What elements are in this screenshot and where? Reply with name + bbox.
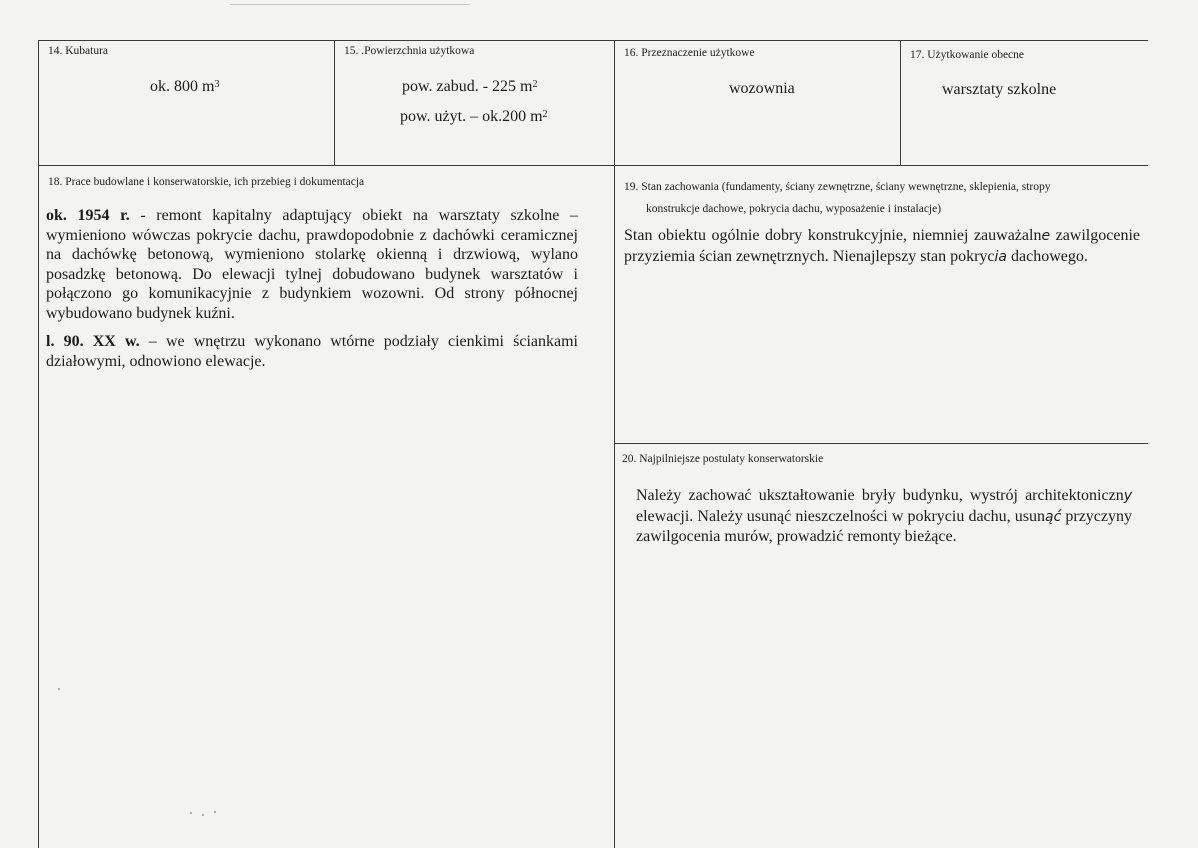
uzytkowanie-label: 17. Użytkowanie obecne [910, 49, 1025, 61]
section19-text [624, 226, 1140, 267]
section20-top-border [614, 443, 1148, 444]
section19-text-part2: zawilgocenie przyziemia ścian zewnętrznych. Nienajlepszy stan pokryc [624, 227, 1140, 265]
section18-p1-text: - remont kapitalny adaptujący obiekt na warsztaty szkolne – wymieniono wówczas pokrycie dachu, prawdopodobnie z dachówki ceramicznej na dachówkę betonową, wymieniono stolarkę okienną i drzwiową, wylano posadzkę betonową. Do elewacji tylnej dobudowano budynek warsztatów i połączono go komunikacyjnie z budynkiem wozowni. Od strony północnej wybudowano budynek kuźni. [46, 207, 578, 322]
section20-label: 20. Najpilniejsze postulaty konserwatorskie [622, 453, 824, 465]
section19-label-line2: konstrukcje dachowe, pokrycia dachu, wyposażenie i instalacje) [646, 203, 942, 215]
powierzchnia-label: 15. .Powierzchnia użytkowa [344, 45, 475, 57]
section18-paragraph-1 [46, 206, 578, 323]
section20-handwritten-2: ąć [1044, 508, 1062, 525]
divider-14-15 [334, 40, 335, 165]
section19-text-part3: dachowego. [1006, 247, 1088, 265]
section19-label-line1: 19. Stan zachowania (fundamenty, ściany zewnętrzne, ściany wewnętrzne, sklepienia, stropy [624, 181, 1051, 193]
divider-16-17 [900, 40, 901, 165]
section19-handwritten-2: ia [994, 248, 1007, 265]
pow-uzyt-exponent: 2 [542, 109, 548, 120]
row1-bottom-border [38, 165, 1148, 166]
section18-paragraph-2 [46, 332, 578, 371]
section18-p2-date: l. 90. XX w. [46, 333, 140, 350]
section18-label: 18. Prace budowlane i konserwatorskie, ich przebieg i dokumentacja [48, 176, 365, 188]
section18-p2-text: – we wnętrzu wykonano wtórne podziały cienkimi ściankami działowymi, odnowiono elewacje. [46, 333, 578, 370]
przeznaczenie-value: wozownia [729, 80, 795, 97]
section20-handwritten-1: y [1123, 488, 1132, 504]
section18-p1-date: ok. 1954 r. [46, 207, 130, 224]
scan-speck [190, 812, 192, 814]
uzytkowanie-value: warsztaty szkolne [942, 81, 1057, 98]
scan-top-edge [230, 4, 470, 5]
kubatura-value [150, 77, 219, 97]
top-border [38, 40, 1148, 41]
section19-text-part1: Stan obiektu ogólnie dobry konstrukcyjnie, niemniej zauważaln [624, 227, 1042, 244]
section20-text-part1: Należy zachować ukształtowanie bryły budynku, wystrój architektoniczn [636, 487, 1124, 504]
center-divider [614, 40, 615, 848]
kubatura-label: 14. Kubatura [48, 45, 109, 57]
section20-text [636, 486, 1132, 547]
pow-zabud-value [402, 77, 538, 97]
pow-uzyt-value [400, 107, 548, 127]
kubatura-unit-exponent: 3 [214, 79, 220, 90]
pow-zabud-exponent: 2 [532, 79, 538, 90]
section20-text-part3: przyczyny zawilgocenia murów, prowadzić remonty bieżące. [636, 507, 1132, 545]
pow-uzyt-text: pow. użyt. – ok.200 m [400, 108, 543, 125]
przeznaczenie-label: 16. Przeznaczenie użytkowe [624, 47, 755, 59]
scan-speck [214, 811, 216, 813]
left-border [38, 40, 39, 848]
section20-text-part2: elewacji. Należy usunąć nieszczelności w pokryciu dachu, usun [636, 507, 1045, 525]
scan-speck [202, 814, 204, 816]
kubatura-value-text: ok. 800 m [150, 78, 215, 95]
section19-handwritten-1: e [1041, 228, 1051, 244]
pow-zabud-text: pow. zabud. - 225 m [402, 78, 533, 95]
scan-speck [58, 688, 60, 690]
